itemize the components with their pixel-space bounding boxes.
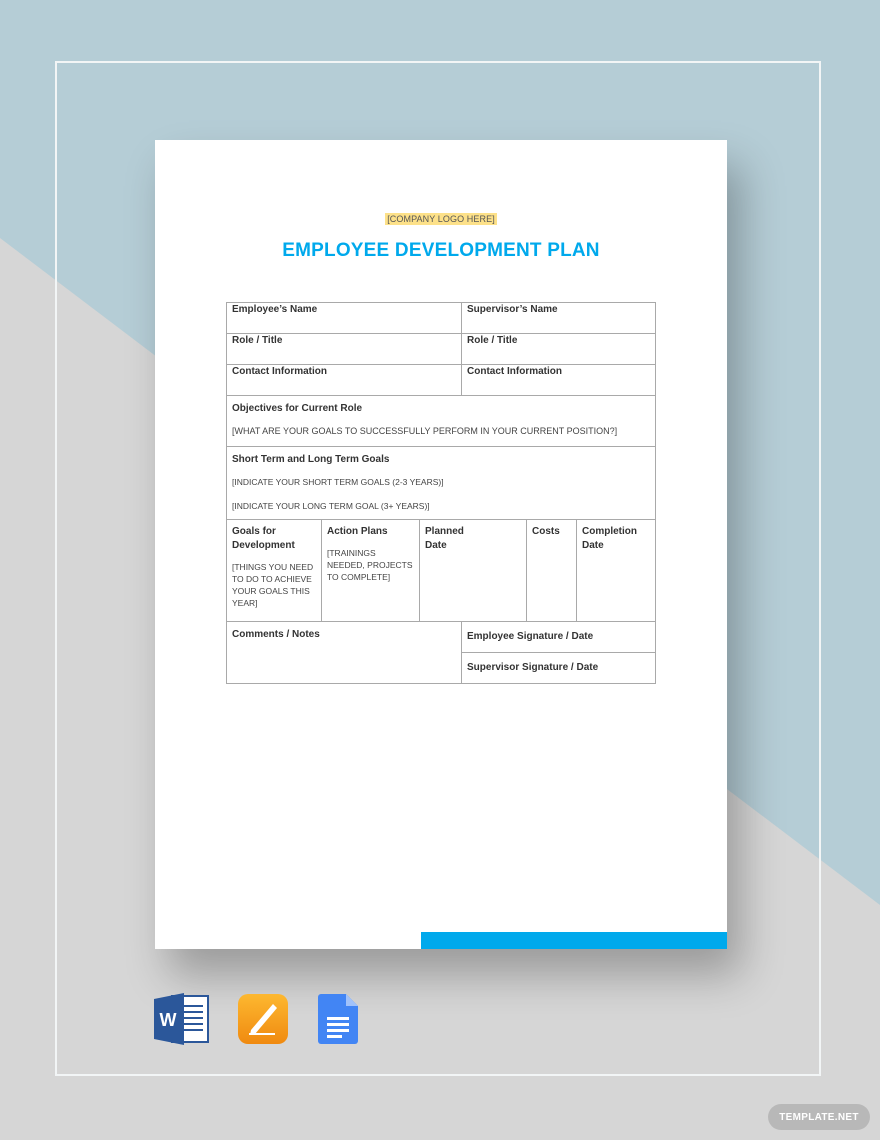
table-row [227,520,656,622]
svg-text:W: W [159,1010,177,1030]
watermark-badge [768,1104,870,1130]
goals-label: Short Term and Long Term Goals [232,454,390,465]
action-plans-label: Action Plans [327,526,388,537]
long-term-goals-prompt: [INDICATE YOUR LONG TERM GOAL (3+ YEARS)] [232,501,430,511]
completion-date-cell[interactable] [577,520,656,622]
costs-label: Costs [532,526,560,537]
supervisor-signature-cell[interactable] [462,653,656,684]
planned-date-cell[interactable] [420,520,527,622]
supervisor-role-cell[interactable] [462,334,656,365]
development-plan-table [226,302,656,684]
employee-role-cell[interactable] [227,334,462,365]
supervisor-contact-label: Contact Information [467,366,562,377]
action-plans-prompt: [TRAININGS NEEDED, PROJECTS TO COMPLETE] [327,548,413,582]
table-row [227,447,656,520]
google-docs-icon[interactable] [317,993,359,1045]
supervisor-name-label: Supervisor’s Name [467,304,558,315]
word-icon[interactable] [154,993,210,1045]
supervisor-contact-cell[interactable] [462,365,656,396]
pages-icon[interactable] [237,993,289,1045]
completion-date-label: Completion Date [582,526,637,551]
supervisor-signature-label: Supervisor Signature / Date [467,662,599,673]
costs-cell[interactable] [527,520,577,622]
goals-development-label: Goals for Development [232,526,295,551]
document-page [155,140,727,949]
table-row [227,365,656,396]
comments-label: Comments / Notes [232,629,320,640]
goals-development-prompt: [THINGS YOU NEED TO DO TO ACHIEVE YOUR GOALS THIS YEAR] [232,562,314,608]
company-logo-placeholder: [COMPANY LOGO HERE] [387,214,495,224]
objectives-prompt: [WHAT ARE YOUR GOALS TO SUCCESSFULLY PERFORM IN YOUR CURRENT POSITION?] [232,426,618,436]
goals-cell[interactable] [227,447,656,520]
employee-signature-cell[interactable] [462,622,656,653]
goals-development-cell[interactable] [227,520,322,622]
employee-role-label: Role / Title [232,335,283,346]
objectives-label: Objectives for Current Role [232,403,363,414]
table-row [227,396,656,447]
table-row [227,334,656,365]
employee-name-cell[interactable] [227,303,462,334]
table-row [227,622,656,653]
employee-signature-label: Employee Signature / Date [467,631,594,642]
table-row [227,303,656,334]
supervisor-name-cell[interactable] [462,303,656,334]
action-plans-cell[interactable] [322,520,420,622]
employee-name-label: Employee’s Name [232,304,318,315]
employee-contact-label: Contact Information [232,366,327,377]
objectives-cell[interactable] [227,396,656,447]
planned-date-label: Planned Date [425,526,464,551]
document-title: EMPLOYEE DEVELOPMENT PLAN [282,240,600,261]
supervisor-role-label: Role / Title [467,335,518,346]
accent-bar [421,932,727,949]
comments-cell[interactable] [227,622,462,684]
watermark-text: TEMPLATE.NET [779,1111,859,1123]
short-term-goals-prompt: [INDICATE YOUR SHORT TERM GOALS (2-3 YEARS)] [232,477,444,487]
employee-contact-cell[interactable] [227,365,462,396]
